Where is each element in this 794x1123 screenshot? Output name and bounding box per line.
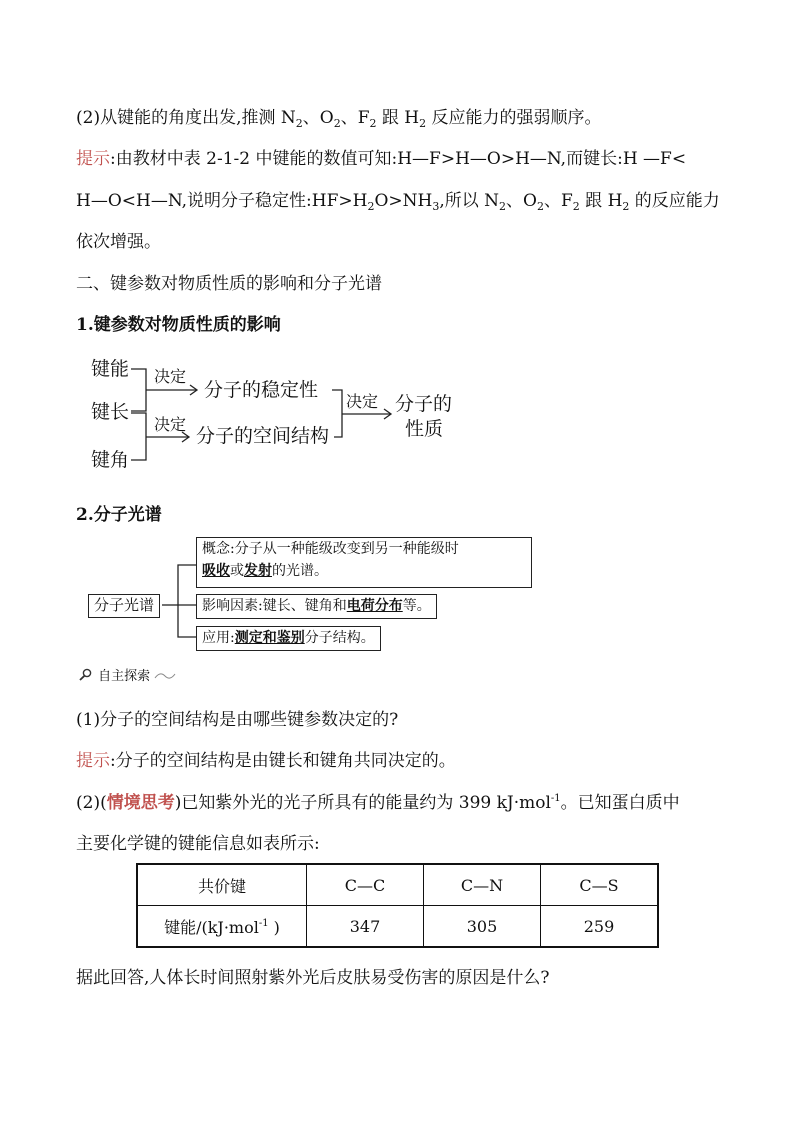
label-decide-3: 决定	[346, 392, 379, 411]
node-bond-length: 键长	[91, 401, 130, 423]
table-header-cell: C—C	[307, 864, 424, 906]
subsection-title-1: 1.键参数对物质性质的影响	[76, 315, 281, 335]
hint-1-line-2: H—O<H—N,说明分子稳定性$:HF>H_2O>NH_3$,所以 $N_2$、$O_2$、$F_2$ 跟 $H_2$ 的反应能力	[76, 191, 720, 213]
table-cell: 305	[424, 906, 541, 948]
question-b-line-2: 主要化学键的键能信息如表所示:	[76, 834, 320, 854]
scenario-tag: 情境思考	[106, 793, 175, 813]
label-decide-2: 决定	[154, 415, 187, 434]
table-header-row	[137, 864, 658, 906]
spectrum-use-box: 应用:测定和鉴别分子结构。	[196, 626, 381, 651]
table-cell: 259	[541, 906, 659, 948]
subsection-title-2: 2.分子光谱	[76, 505, 162, 525]
section-title: 二、键参数对物质性质的影响和分子光谱	[76, 274, 382, 294]
table-header-cell: C—N	[424, 864, 541, 906]
table-cell: 347	[307, 906, 424, 948]
hint-label: 提示	[76, 149, 110, 169]
table-row	[137, 906, 658, 948]
label-decide-1: 决定	[154, 367, 187, 386]
bond-energy-table	[136, 863, 659, 948]
spectrum-concept-box: 概念:分子从一种能级改变到另一种能级时 吸收或发射的光谱。	[196, 537, 532, 588]
node-stability: 分子的稳定性	[204, 379, 319, 401]
node-property-line-2: 性质	[405, 418, 444, 440]
node-property-line-1: 分子的	[395, 393, 453, 415]
hint-1-line-1: 提示:由教材中表 2-1-2 中键能的数值可知:H—F>H—O>H—N,而键长:H —F<	[76, 149, 687, 169]
question-a: (1)分子的空间结构是由哪些键参数决定的?	[76, 710, 399, 730]
table-header-cell: C—S	[541, 864, 659, 906]
magnifier-icon	[78, 668, 94, 682]
node-bond-angle: 键角	[91, 449, 130, 471]
spectrum-factors-box: 影响因素:键长、键角和电荷分布等。	[196, 594, 437, 619]
node-structure: 分子的空间结构	[196, 425, 330, 447]
table-row-label: 键能/(kJ·mol$^{-1}$ )	[137, 906, 307, 948]
question-2-line: (2)从键能的角度出发,推测 $N_2$、$O_2$、$F_2$ 跟 $H_2$ 反应能力的强弱顺序。	[76, 108, 602, 130]
spectrum-root-box: 分子光谱	[88, 594, 160, 618]
question-b-line-1: (2)(情境思考)已知紫外光的光子所具有的能量约为 399 kJ·mol$^{-1}$。已知蛋白质中	[76, 793, 680, 813]
self-explore-badge: 自主探索	[78, 668, 176, 686]
hint-2-label: 提示	[76, 751, 110, 771]
node-bond-energy: 键能	[91, 358, 130, 380]
decorative-swirl-icon	[154, 669, 176, 681]
table-header-cell: 共价键	[137, 864, 307, 906]
hint-1-line-3: 依次增强。	[76, 232, 161, 252]
hint-2-line: 提示:分子的空间结构是由键长和键角共同决定的。	[76, 751, 456, 771]
final-question: 据此回答,人体长时间照射紫外光后皮肤易受伤害的原因是什么?	[76, 968, 550, 988]
